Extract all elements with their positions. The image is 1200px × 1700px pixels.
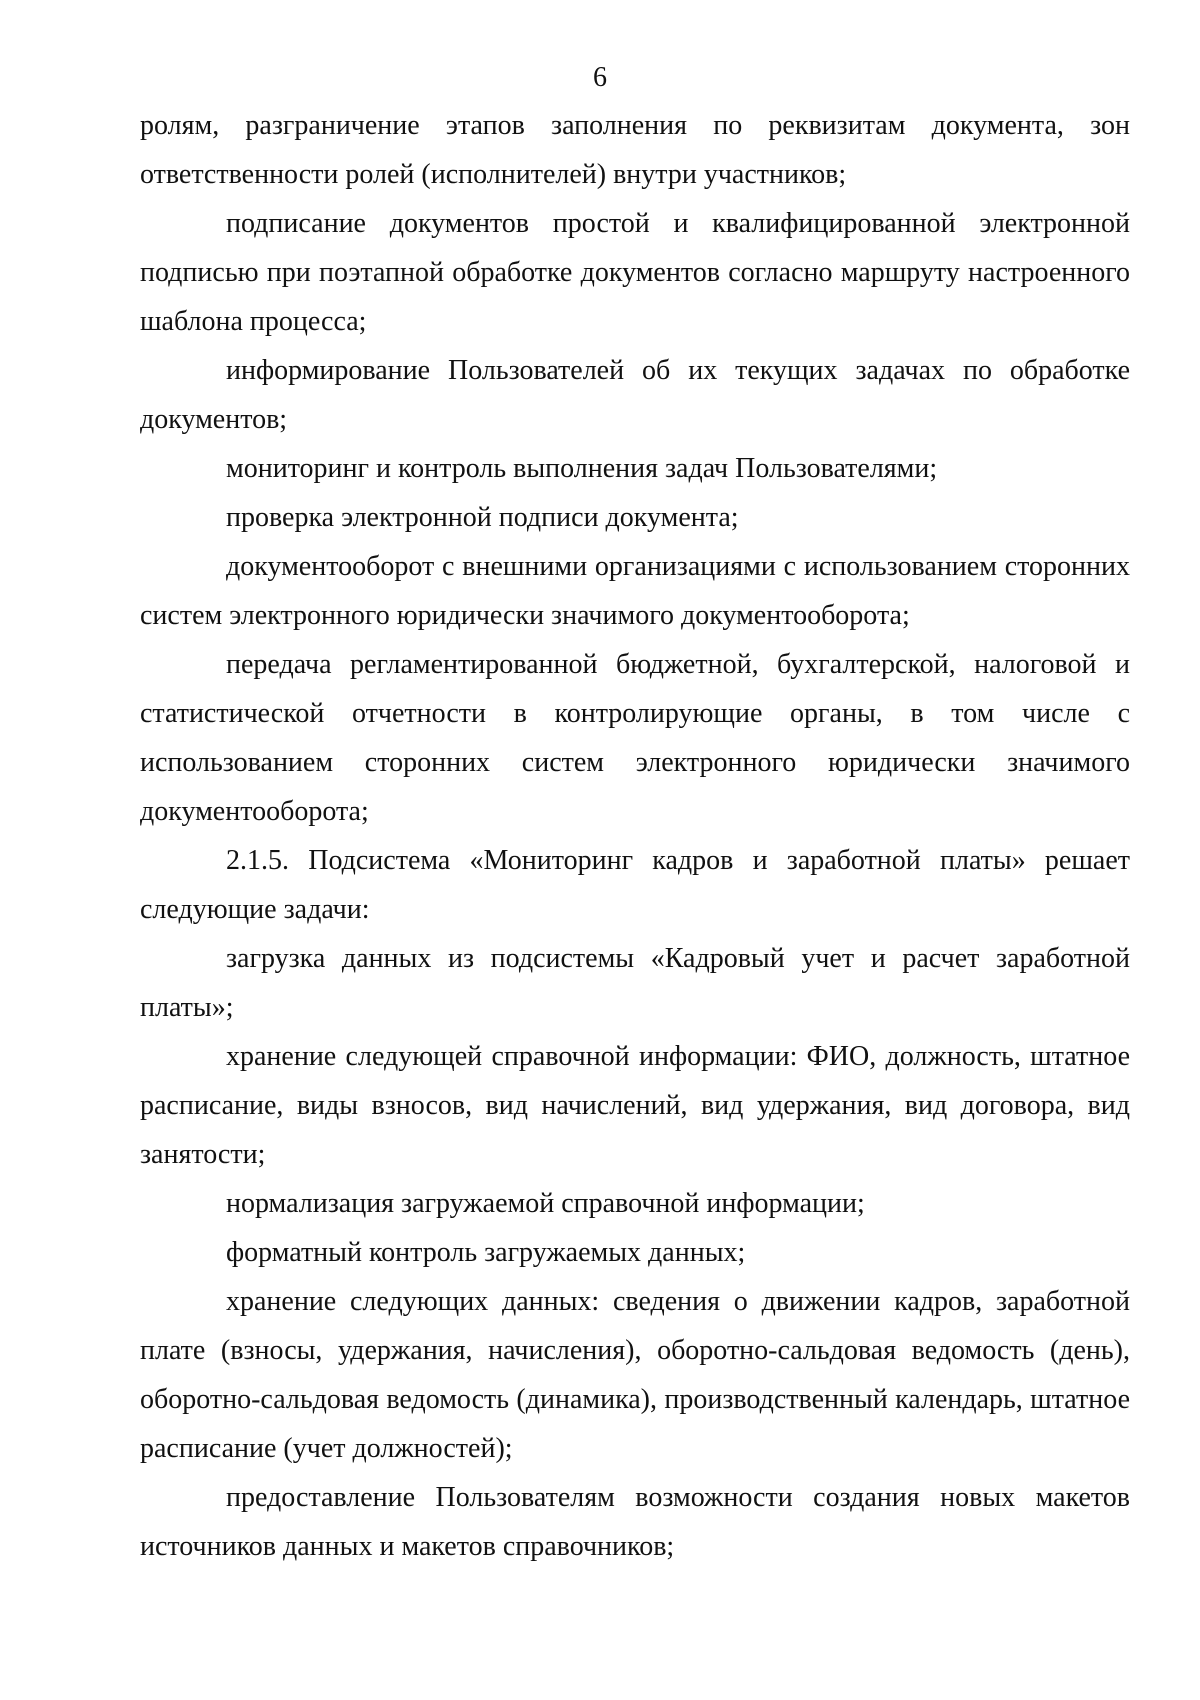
paragraph: 2.1.5. Подсистема «Мониторинг кадров и заработной платы» решает следующие задачи:	[140, 845, 1130, 925]
document-body	[140, 101, 1130, 1571]
paragraph: ролям, разграничение этапов заполнения по реквизитам документа, зон ответственности ролей (исполнителей) внутри участников;	[140, 110, 1130, 190]
paragraph: хранение следующих данных: сведения о движении кадров, заработной плате (взносы, удержания, начисления), оборотно-сальдовая ведомость (день), оборотно-сальдовая ведомость (динамика), производственный календарь, штатное расписание (учет должностей);	[140, 1286, 1130, 1464]
paragraph: загрузка данных из подсистемы «Кадровый учет и расчет заработной платы»;	[140, 943, 1130, 1023]
paragraph: хранение следующей справочной информации: ФИО, должность, штатное расписание, виды взносов, вид начислений, вид удержания, вид договора, вид занятости;	[140, 1041, 1130, 1170]
paragraph: документооборот с внешними организациями с использованием сторонних систем электронного юридически значимого документооборота;	[140, 551, 1130, 631]
paragraph: подписание документов простой и квалифицированной электронной подписью при поэтапной обработке документов согласно маршруту настроенного шаблона процесса;	[140, 208, 1130, 337]
paragraph: нормализация загружаемой справочной информации;	[226, 1188, 865, 1219]
paragraph: передача регламентированной бюджетной, бухгалтерской, налоговой и статистической отчетности в контролирующие органы, в том числе с использованием сторонних систем электронного юридически значимого документооборота;	[140, 649, 1130, 827]
paragraph: форматный контроль загружаемых данных;	[226, 1237, 746, 1268]
paragraph: мониторинг и контроль выполнения задач Пользователями;	[226, 453, 938, 484]
paragraph: информирование Пользователей об их текущих задачах по обработке документов;	[140, 355, 1130, 435]
page-number: 6	[593, 62, 607, 93]
paragraph: предоставление Пользователям возможности создания новых макетов источников данных и макетов справочников;	[140, 1482, 1130, 1562]
paragraph: проверка электронной подписи документа;	[226, 502, 739, 533]
